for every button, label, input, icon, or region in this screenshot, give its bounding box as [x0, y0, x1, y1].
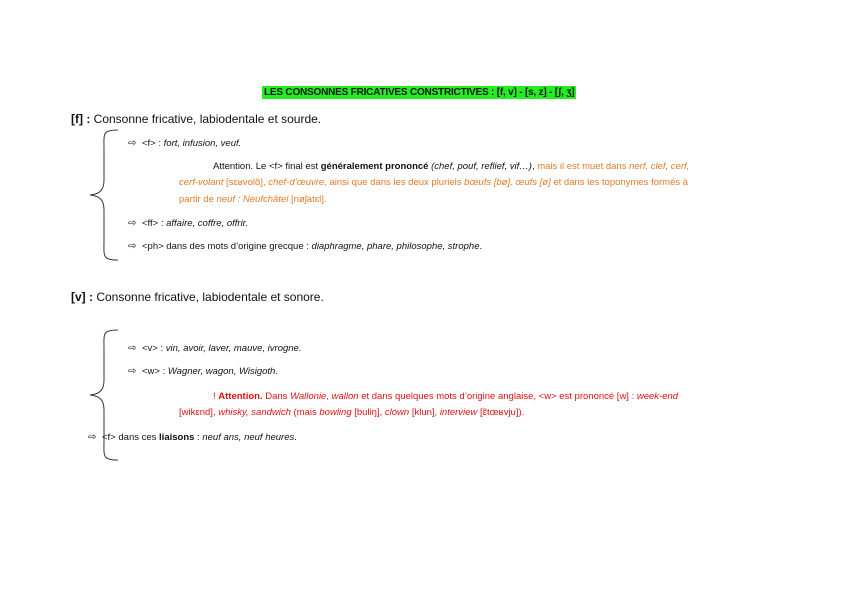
f-note-examples: (chef, pouf, reflief, vif…): [428, 161, 532, 172]
v-label: [v] :: [71, 290, 93, 304]
f-note-muet: mais il est muet dans: [537, 161, 630, 172]
f-item-code: <f> :: [142, 138, 164, 149]
v-note-bowling-ipa: [buliŋ],: [351, 407, 385, 418]
f-note-neufchatel-ipa: [nøʃatɛl].: [288, 194, 327, 205]
v-note-clown: clown: [384, 407, 410, 418]
f-note-pluriels-examples: bœufs [bø], œufs [ø]: [464, 177, 551, 188]
v-note-week-end-ipa: [wikɛnd],: [179, 407, 219, 418]
arrow-icon: ⇨: [128, 218, 137, 229]
f-note-comma: ,: [531, 161, 538, 172]
f-item-examples: fort, infusion, veuf.: [163, 138, 242, 149]
liaison-item-examples: neuf ans, neuf heures: [202, 432, 295, 443]
f-section-brace: [84, 128, 124, 262]
ff-item-code: <ff> :: [142, 218, 167, 229]
liaison-item-bold: liaisons: [159, 432, 195, 443]
v-item-code: <v> :: [142, 343, 166, 354]
f-item-ff: [128, 218, 248, 229]
f-item-f: [128, 138, 241, 149]
v-note-dans: Dans: [262, 391, 291, 402]
arrow-icon: ⇨: [128, 343, 137, 354]
v-item-examples: vin, avoir, laver, mauve, ivrogne.: [165, 343, 302, 354]
w-item-code: <w> :: [142, 366, 168, 377]
v-note-line2: [179, 407, 524, 418]
liaison-item-code: <f> dans ces: [102, 432, 160, 443]
f-note-toponymes: et dans les toponymes formés à: [550, 177, 689, 188]
v-note-week-end: week-end: [636, 391, 679, 402]
f-section-heading: [71, 112, 321, 126]
v-note-interview-ipa: [ɛ̃tœʁvju]).: [477, 407, 525, 418]
v-note-interview: interview: [439, 407, 478, 418]
page-title: LES CONSONNES FRICATIVES CONSTRICTIVES : [f, v] - [s, z] - [ʃ, ʒ]: [264, 87, 575, 98]
v-note-line1: [213, 391, 678, 402]
ph-item-end: .: [479, 241, 483, 252]
liaison-item-end: .: [294, 432, 297, 443]
f-item-ph: [128, 241, 482, 252]
f-description: Consonne fricative, labiodentale et sourde.: [90, 112, 322, 126]
arrow-icon: ⇨: [128, 138, 137, 149]
f-note-bold: généralement prononcé: [320, 161, 429, 172]
f-note-partir: partir de: [179, 194, 217, 205]
f-note-cerf-volant: cerf-volant: [179, 177, 224, 188]
v-note-bowling: bowling: [319, 407, 352, 418]
v-note-anglais: et dans quelques mots d’origine anglaise, <w> est prononcé [w] :: [358, 391, 637, 402]
arrow-icon: ⇨: [128, 241, 137, 252]
liaison-item-colon: :: [194, 432, 203, 443]
f-note-line1: [213, 161, 689, 172]
arrow-icon: ⇨: [128, 366, 137, 377]
ph-item-code: <ph> dans des mots d’origine grecque :: [142, 241, 312, 252]
v-note-wallonie: Wallonie, wallon: [290, 391, 359, 402]
v-description: Consonne fricative, labiodentale et sonore.: [93, 290, 324, 304]
f-label: [f] :: [71, 112, 91, 126]
v-note-clown-ipa: [klun],: [409, 407, 440, 418]
arrow-icon: ⇨: [88, 432, 97, 443]
v-note-mais: (mais: [290, 407, 320, 418]
v-item-liaison: [88, 432, 297, 443]
f-note-cerf-volant-ipa: [sɛʁvolɑ̃],: [223, 177, 269, 188]
w-item-examples: Wagner, wagon, Wisigoth.: [167, 366, 278, 377]
f-note-line3: [179, 194, 326, 205]
v-note-bang: !: [213, 391, 219, 402]
v-item-v: [128, 343, 301, 354]
f-note-line2: [179, 177, 688, 188]
f-note-pluriels: ainsi que dans les deux pluriels: [326, 177, 465, 188]
f-note-muet-examples: nerf, clef, cerf,: [629, 161, 690, 172]
v-note-whisky: whisky, sandwich: [218, 407, 291, 418]
v-note-attention: Attention.: [218, 391, 263, 402]
f-note-chef-doeuvre: chef-d’œuvre,: [268, 177, 327, 188]
v-item-w: [128, 366, 278, 377]
ph-item-examples: diaphragme, phare, philosophe, strophe: [311, 241, 480, 252]
f-note-lead: Attention. Le <f> final est: [213, 161, 321, 172]
ff-item-examples: affaire, coffre, offrir.: [166, 218, 249, 229]
f-note-neufchatel: neuf : Neufchâtel: [216, 194, 289, 205]
v-section-heading: [71, 290, 324, 304]
